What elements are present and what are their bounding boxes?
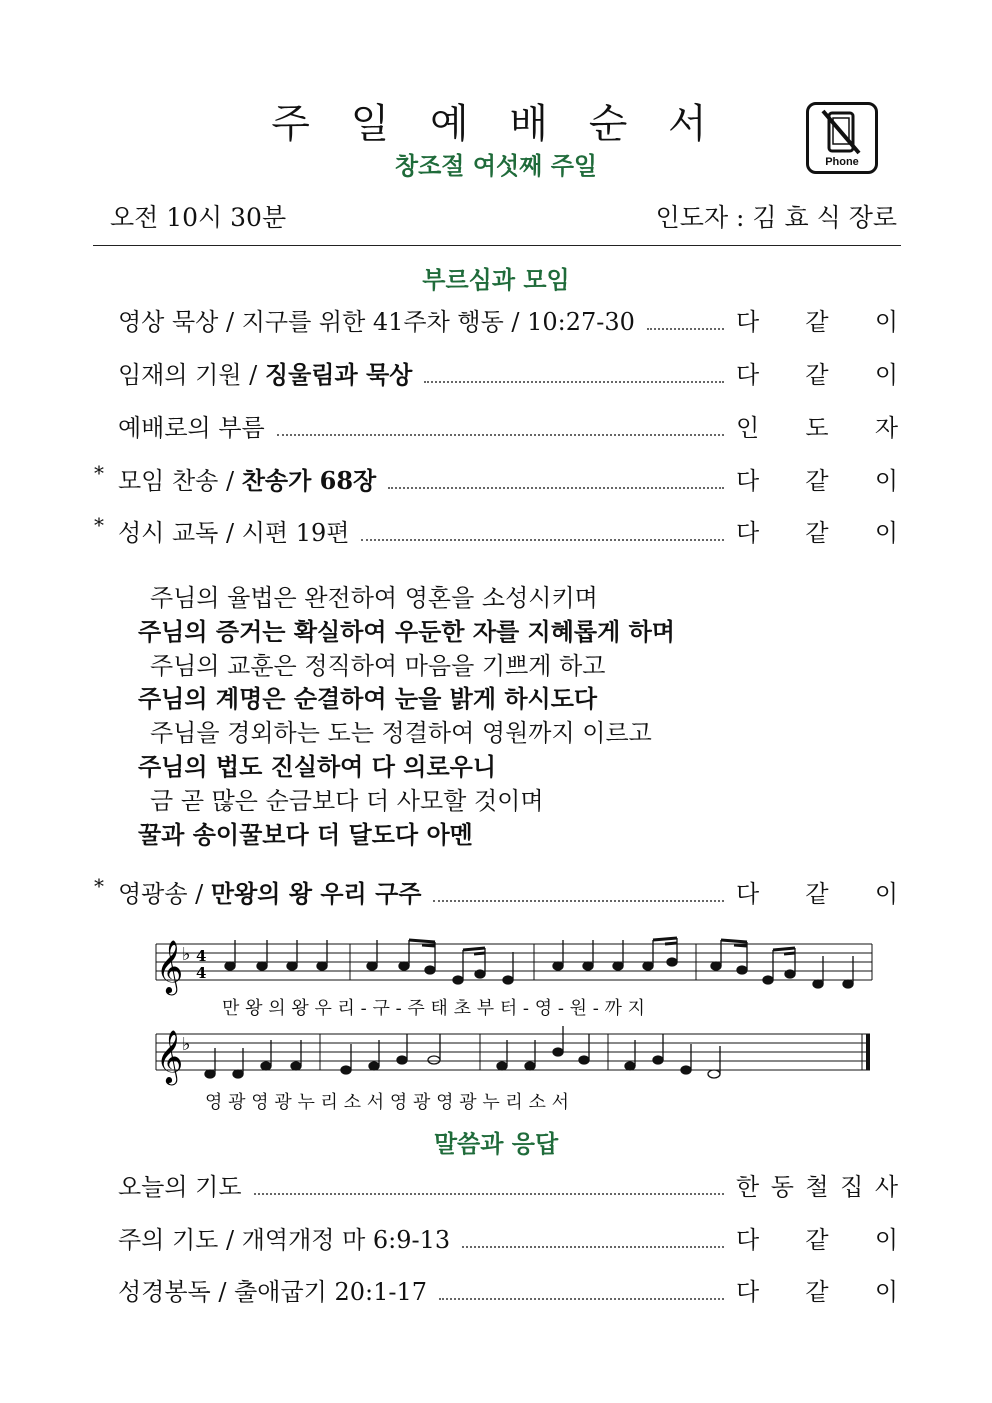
performer-char: 같 xyxy=(805,467,829,495)
order-item-label xyxy=(118,513,349,548)
performer-char: 이 xyxy=(874,519,898,547)
music-lyrics-1: 만 왕 의 왕 우 리 - 구 - 주 태 초 부 터 - 영 - 원 - 까 지 xyxy=(222,998,646,1019)
order-item-text: 오늘의 기도 xyxy=(118,1173,242,1201)
order-item-label xyxy=(118,408,265,443)
order-item-text: 성시 교독 / 시편 19편 xyxy=(118,519,350,547)
performer-char: 다 xyxy=(736,308,760,336)
flat-icon: ♭ xyxy=(182,944,191,965)
psalm-leader-line: 주님의 율법은 완전하여 영혼을 소성시키며 xyxy=(150,584,598,612)
psalm-response-line: 주님의 증거는 확실하여 우둔한 자를 지혜롭게 하며 xyxy=(138,617,675,646)
performer-char: 같 xyxy=(805,1226,829,1254)
psalm-leader-line: 주님의 교훈은 정직하여 마음을 기쁘게 하고 xyxy=(150,651,606,680)
performer-char: 다 xyxy=(736,1226,760,1254)
psalm-response-line: 주님의 계명은 순결하여 눈을 밝게 하시도다 xyxy=(138,685,598,714)
section-heading-gathering: 부르심과 모임 xyxy=(422,266,570,294)
leader-dots xyxy=(254,1193,724,1195)
psalm-response-line: 꿀과 송이꿀보다 더 달도다 아멘 xyxy=(138,820,473,849)
order-item-text: 성경봉독 / 출애굽기 20:1-17 xyxy=(118,1278,427,1306)
order-item xyxy=(118,302,898,338)
performer-char: 다 xyxy=(736,361,760,389)
leader-dots xyxy=(361,539,724,541)
standing-mark: * xyxy=(94,874,104,898)
order-item-performer xyxy=(736,1167,898,1202)
order-item-text: 임재의 기원 / xyxy=(118,361,265,389)
music-lyrics-2: 영 광 영 광 누 리 소 서 영 광 영 광 누 리 소 서 xyxy=(205,1092,570,1113)
service-leader: 인도자 : 김 효 식 장로 xyxy=(655,203,897,232)
performer-char: 집 xyxy=(840,1173,864,1201)
svg-text:4: 4 xyxy=(196,947,207,965)
order-item-performer xyxy=(736,1272,898,1307)
order-item-label xyxy=(118,461,376,496)
leader-dots xyxy=(462,1246,724,1248)
treble-clef-icon: 𝄞 xyxy=(156,1029,184,1083)
order-item-title: 만왕의 왕 우리 구주 xyxy=(210,879,422,908)
section-heading-word: 말씀과 응답 xyxy=(433,1130,559,1158)
standing-mark: * xyxy=(94,513,104,537)
leader-dots xyxy=(424,381,724,383)
page-title: 주 일 예 배 순 서 xyxy=(271,101,721,147)
performer-char: 한 xyxy=(736,1173,760,1201)
leader-dots xyxy=(439,1298,724,1300)
treble-clef-icon: 𝄞 xyxy=(156,939,184,993)
phone-label: Phone xyxy=(825,156,859,168)
order-item-label xyxy=(118,355,412,390)
order-item-label xyxy=(118,1272,427,1307)
performer-char: 같 xyxy=(805,880,829,908)
svg-text:4: 4 xyxy=(196,964,207,982)
flat-icon: ♭ xyxy=(182,1034,191,1055)
order-item-label xyxy=(118,874,421,909)
performer-char: 이 xyxy=(874,308,898,336)
order-item-text: 예배로의 부름 xyxy=(118,414,265,442)
performer-char: 다 xyxy=(736,467,760,495)
order-item-performer xyxy=(736,874,898,909)
performer-char: 인 xyxy=(736,414,760,442)
performer-char: 같 xyxy=(805,308,829,336)
order-item-text: 모임 찬송 / xyxy=(118,467,242,495)
order-item-performer xyxy=(736,461,898,496)
performer-char: 사 xyxy=(874,1173,898,1201)
performer-char: 같 xyxy=(805,519,829,547)
order-item-text: 주의 기도 / 개역개정 마 6:9-13 xyxy=(118,1226,451,1254)
order-item-label xyxy=(118,302,635,337)
order-item-performer xyxy=(736,302,898,337)
order-item-performer xyxy=(736,355,898,390)
performer-char: 동 xyxy=(770,1173,794,1201)
music-staff-1 xyxy=(150,930,880,1002)
performer-char: 철 xyxy=(805,1173,829,1201)
performer-char: 이 xyxy=(874,880,898,908)
performer-char: 다 xyxy=(736,519,760,547)
order-item xyxy=(118,1272,898,1308)
order-item-title: 찬송가 68장 xyxy=(241,466,377,495)
standing-mark: * xyxy=(94,461,104,485)
order-item xyxy=(118,1220,898,1256)
leader-dots xyxy=(647,328,724,330)
order-item xyxy=(118,408,898,444)
order-item xyxy=(118,1167,898,1203)
performer-char: 이 xyxy=(874,361,898,389)
leader-dots xyxy=(433,900,724,902)
order-item-label xyxy=(118,1220,450,1255)
performer-char: 이 xyxy=(874,467,898,495)
leader-dots xyxy=(388,487,724,489)
music-staff-2 xyxy=(150,1020,880,1090)
performer-char: 같 xyxy=(805,1278,829,1306)
performer-char: 도 xyxy=(805,414,829,442)
psalm-leader-line: 주님을 경외하는 도는 정결하여 영원까지 이르고 xyxy=(150,719,652,748)
header-divider xyxy=(93,245,901,246)
order-item-text: 영광송 / xyxy=(118,880,211,908)
order-item-text: 영상 묵상 / 지구를 위한 41주차 행동 / 10:27-30 xyxy=(118,308,635,336)
psalm-leader-line: 금 곧 많은 순금보다 더 사모할 것이며 xyxy=(150,786,544,815)
no-phone-icon xyxy=(806,102,878,174)
order-item-performer xyxy=(736,1220,898,1255)
order-item-performer xyxy=(736,408,898,443)
order-item xyxy=(94,513,898,549)
performer-char: 같 xyxy=(805,361,829,389)
service-time: 오전 10시 30분 xyxy=(110,203,287,232)
order-item-label xyxy=(118,1167,242,1202)
performer-char: 자 xyxy=(874,414,898,442)
performer-char: 다 xyxy=(736,1278,760,1306)
performer-char: 이 xyxy=(874,1226,898,1254)
order-item xyxy=(118,355,898,391)
leader-dots xyxy=(277,434,724,436)
order-item xyxy=(94,461,898,497)
order-item-performer xyxy=(736,513,898,548)
page-subtitle: 창조절 여섯째 주일 xyxy=(394,152,598,180)
performer-char: 이 xyxy=(874,1278,898,1306)
order-item-title: 징울림과 묵상 xyxy=(264,360,413,389)
order-item-gloria xyxy=(94,874,898,910)
performer-char: 다 xyxy=(736,880,760,908)
psalm-response-line: 주님의 법도 진실하여 다 의로우니 xyxy=(138,753,496,781)
